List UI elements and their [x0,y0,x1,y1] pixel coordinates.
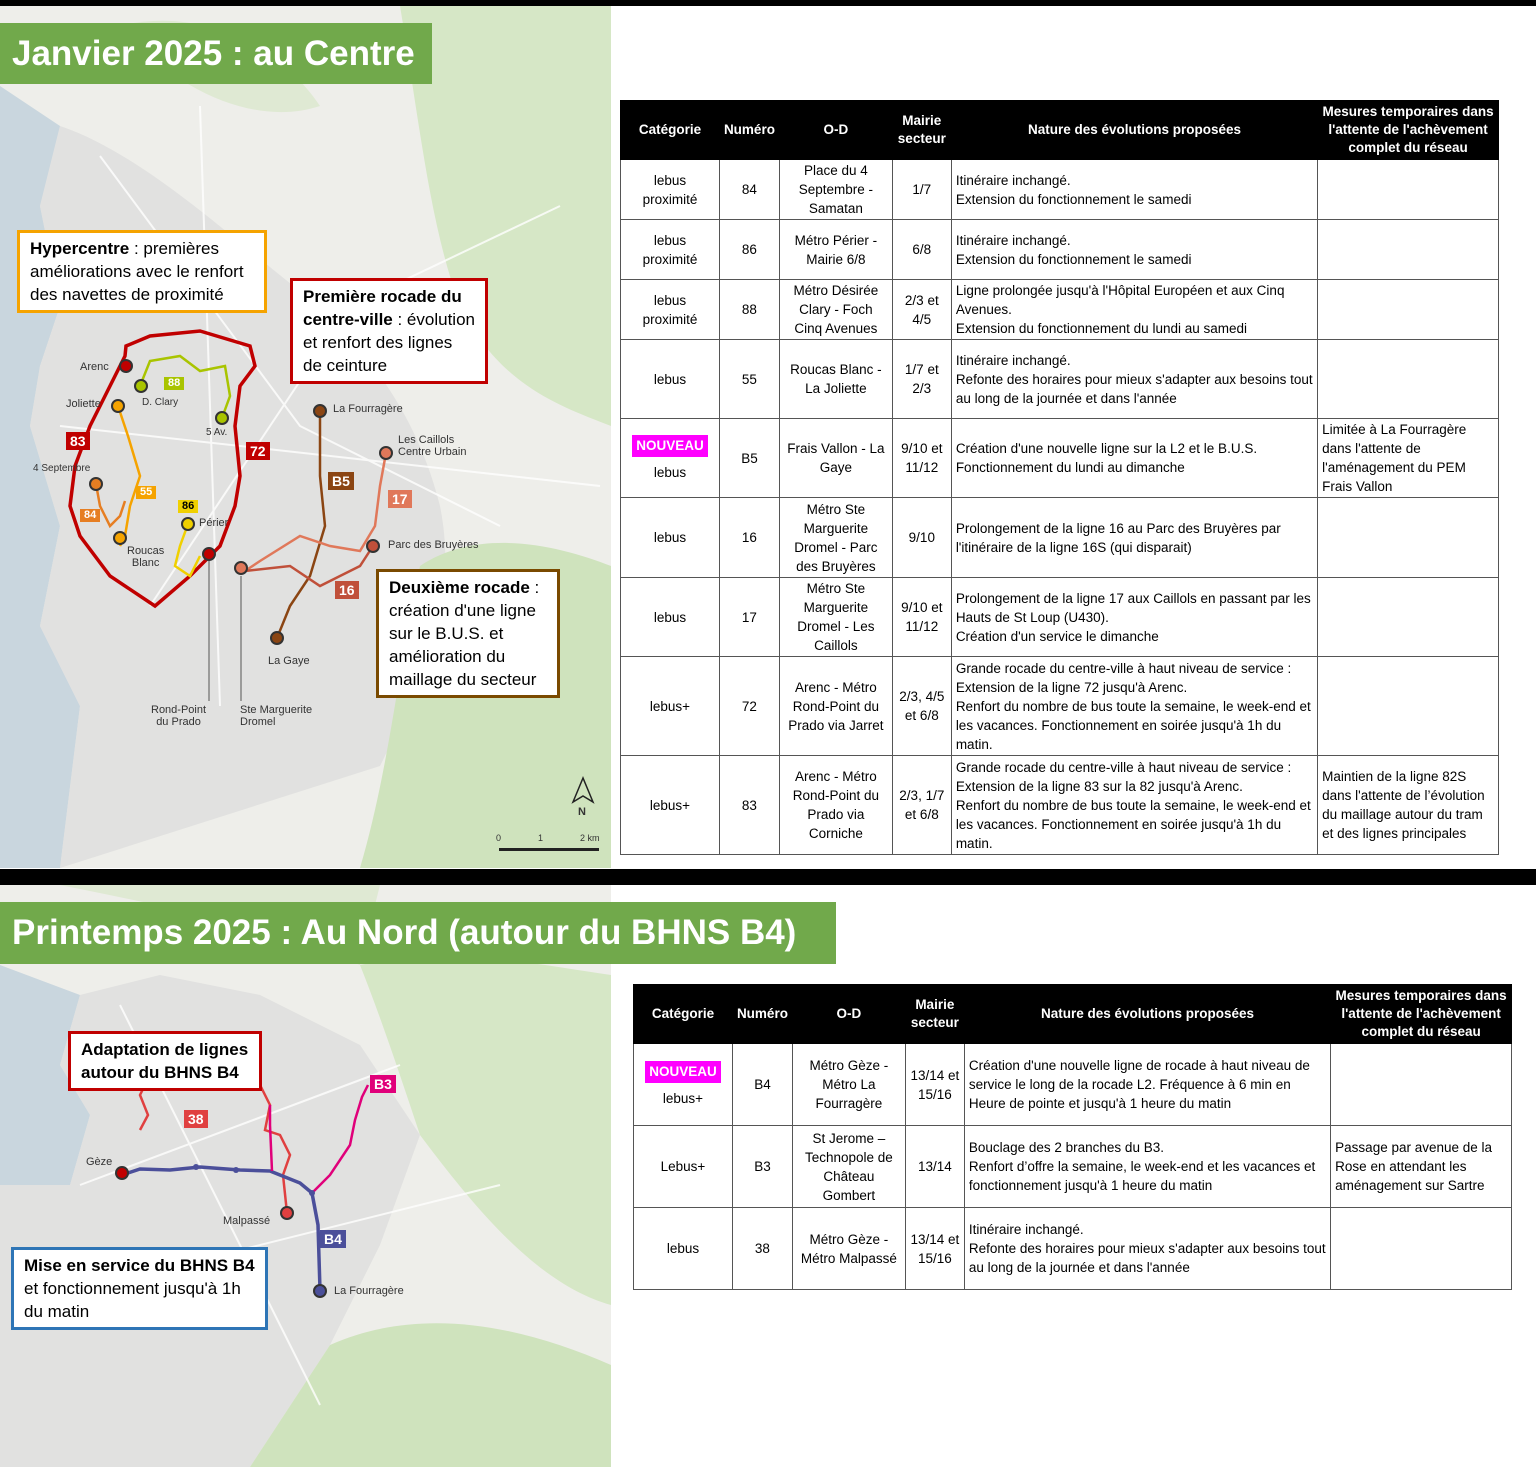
table-body [621,160,1499,855]
cell-categorie [621,498,720,578]
label-perier: Périer [199,517,229,529]
header-od: O-D [792,985,905,1044]
map-centre[interactable] [0,6,611,868]
label-ste-marguerite-dromel: Ste Marguerite Dromel [240,704,313,728]
table-row [621,419,1499,498]
table-row [621,578,1499,657]
badge-line-38: 38 [184,1110,208,1128]
table-row [621,340,1499,419]
nouveau-badge: NOUVEAU [645,1061,721,1083]
scale-0: 0 [496,833,502,843]
table-printemps [633,984,1512,1290]
cell-nature: Création d'une nouvelle ligne sur la L2 et le B.U.S. Fonctionnement du lundi au dimanche [951,419,1317,498]
cell-od: Métro Ste Marguerite Dromel - Les Caillols [779,578,892,657]
header-nature: Nature des évolutions proposées [964,985,1330,1044]
categorie-text: lebus proximité [642,232,698,267]
cell-od: Métro Périer - Mairie 6/8 [779,220,892,280]
cell-nature: Grande rocade du centre-ville à haut niveau de service : Extension de la ligne 72 jusqu'à Arenc. Renfort du nombre de bus toute la semaine, le week-end et les vacances. Fonctionnement en soirée jusqu'à 1h du matin. [951,657,1317,756]
cell-mesures [1318,160,1499,220]
north-label: N [578,806,586,818]
cell-numero: 84 [719,160,779,220]
badge-line-84: 84 [80,509,100,522]
label-rond-point-du-prado: Rond-Point du Prado [151,704,207,728]
categorie-text: lebus [653,464,687,480]
header-numero: Numéro [719,101,779,160]
cell-mairie: 9/10 et 11/12 [892,419,951,498]
cell-categorie [634,1126,733,1208]
section-title: Printemps 2025 : Au Nord (autour du BHNS B4) [0,902,836,964]
categorie-text: Lebus+ [660,1159,706,1174]
cell-numero: B3 [732,1126,792,1208]
categorie-text: lebus [653,609,687,625]
cell-nature: Grande rocade du centre-ville à haut niveau de service : Extension de la ligne 83 sur la 82 jusqu'à Arenc. Renfort du nombre de bus toute la semaine, le week-end et les vacances. Fonctionnement en soirée jusqu'à 1h du matin. [951,756,1317,855]
cell-od: Roucas Blanc -La Joliette [779,340,892,419]
badge-line-16: 16 [335,581,359,599]
cell-categorie [634,1044,733,1126]
badge-line-B4: B4 [320,1230,346,1248]
cell-od: Arenc - Métro Rond-Point du Prado via Jarret [779,657,892,756]
callout-text: : création d'une ligne sur le B.U.S. et amélioration du maillage du secteur [389,578,540,689]
cell-nature: Prolongement de la ligne 17 aux Caillols en passant par les Hauts de St Loup (U430). Création d'un service le dimanche [951,578,1317,657]
header-mairie: Mairie secteur [905,985,964,1044]
cell-categorie [621,657,720,756]
nouveau-badge: NOUVEAU [632,435,708,457]
cell-numero: 55 [719,340,779,419]
callout-adaptation [68,1031,262,1091]
callout-bold: Hypercentre [30,239,130,258]
table-row [621,498,1499,578]
scale-2km: 2 km [580,833,600,843]
label-5av: 5 Av. [206,427,228,438]
categorie-text: lebus+ [649,698,691,714]
section-title: Janvier 2025 : au Centre [0,23,432,84]
cell-mesures [1331,1044,1512,1126]
cell-categorie [621,340,720,419]
label-dclary: D. Clary [142,397,179,408]
badge-line-17: 17 [388,490,412,508]
table-row [634,1126,1512,1208]
cell-nature: Prolongement de la ligne 16 au Parc des Bruyères par l'itinéraire de la ligne 16S (qui disparait) [951,498,1317,578]
label-la-gaye: La Gaye [268,655,310,667]
cell-od: Métro Gèze - Métro La Fourragère [792,1044,905,1126]
cell-mesures [1318,578,1499,657]
table-row [621,657,1499,756]
cell-mairie: 13/14 [905,1126,964,1208]
header-od: O-D [779,101,892,160]
cell-nature: Itinéraire inchangé. Refonte des horaires pour mieux s'adapter aux besoins tout au long de la journée et dans l'année [964,1208,1330,1290]
badge-line-B5: B5 [328,472,354,490]
table-janvier [620,100,1499,855]
table-header-row [621,101,1499,160]
cell-mesures: Limitée à La Fourragère dans l'attente de l'aménagement du PEM Frais Vallon [1318,419,1499,498]
header-categorie: Catégorie [634,985,733,1044]
label-parc-des-bruyeres: Parc des Bruyères [388,539,479,551]
map-nord-canvas [0,885,611,1467]
cell-od: Place du 4 Septembre - Samatan [779,160,892,220]
badge-line-72: 72 [246,442,270,460]
cell-numero: 16 [719,498,779,578]
label-geze: Gèze [86,1156,113,1168]
badge-line-B3: B3 [370,1075,396,1093]
categorie-text: lebus+ [662,1091,704,1106]
header-mairie: Mairie secteur [892,101,951,160]
cell-od: Métro Désirée Clary - Foch Cinq Avenues [779,280,892,340]
cell-numero: 72 [719,657,779,756]
cell-numero: B5 [719,419,779,498]
label-la-fourragere: La Fourragère [333,403,403,415]
cell-od: Frais Vallon - La Gaye [779,419,892,498]
cell-mesures [1331,1208,1512,1290]
cell-numero: B4 [732,1044,792,1126]
cell-numero: 86 [719,220,779,280]
callout-text: : évolution et renfort des lignes de ceinture [303,310,475,375]
cell-mesures [1318,498,1499,578]
header-categorie: Catégorie [621,101,720,160]
label-arenc: Arenc [80,361,109,373]
cell-mesures [1318,280,1499,340]
table-header-row [634,985,1512,1044]
section-janvier [0,6,1536,868]
cell-mairie: 9/10 et 11/12 [892,578,951,657]
callout-bold: Deuxième rocade [389,578,530,597]
label-malpasse: Malpassé [223,1215,271,1227]
cell-categorie [634,1208,733,1290]
callout-deuxieme-rocade [376,569,560,698]
label-roucas-blanc: Roucas Blanc [127,545,165,569]
label-4-septembre: 4 Septembre [33,463,91,474]
label-joliette: Joliette [66,398,101,410]
header-nature: Nature des évolutions proposées [951,101,1317,160]
header-numero: Numéro [732,985,792,1044]
table-row [621,220,1499,280]
header-mesures: Mesures temporaires dans l'attente de l'achèvement complet du réseau [1318,101,1499,160]
scale-1: 1 [538,833,544,843]
cell-od: Métro Gèze - Métro Malpassé [792,1208,905,1290]
cell-nature: Création d'une nouvelle ligne de rocade à haut niveau de service le long de la rocade L2. Fréquence à 6 min en Heure de pointe et jusqu'à 1 heure du matin [964,1044,1330,1126]
categorie-text: lebus proximité [642,172,698,207]
table-body [634,1044,1512,1290]
cell-mairie: 6/8 [892,220,951,280]
cell-nature: Itinéraire inchangé. Refonte des horaires pour mieux s'adapter aux besoins tout au long de la journée et dans l'année [951,340,1317,419]
header-mesures: Mesures temporaires dans l'attente de l'achèvement complet du réseau [1331,985,1512,1044]
cell-categorie [621,578,720,657]
cell-mairie: 2/3 et 4/5 [892,280,951,340]
categorie-text: lebus+ [649,797,691,813]
cell-numero: 83 [719,756,779,855]
badge-line-83: 83 [66,432,90,450]
cell-mairie: 13/14 et 15/16 [905,1044,964,1126]
cell-mesures [1318,657,1499,756]
map-centre-canvas [0,6,611,868]
cell-numero: 88 [719,280,779,340]
callout-bold: Mise en service du BHNS B4 [24,1256,255,1275]
cell-nature: Ligne prolongée jusqu'à l'Hôpital Européen et aux Cinq Avenues. Extension du fonctionnement du lundi au samedi [951,280,1317,340]
separator-bar [0,869,1536,885]
cell-nature: Itinéraire inchangé. Extension du fonctionnement le samedi [951,160,1317,220]
cell-nature: Bouclage des 2 branches du B3. Renfort d’offre la semaine, le week-end et les vacances et fonctionnement jusqu'à 1 heure du matin [964,1126,1330,1208]
cell-mesures [1318,340,1499,419]
categorie-text: lebus [653,530,687,545]
categorie-text: lebus [666,1241,700,1256]
cell-od: Métro Ste Marguerite Dromel - Parc des Bruyères [779,498,892,578]
cell-categorie [621,419,720,498]
badge-line-55: 55 [136,486,156,499]
badge-line-86: 86 [178,500,198,513]
cell-mairie: 1/7 [892,160,951,220]
cell-categorie [621,160,720,220]
cell-categorie [621,280,720,340]
cell-categorie [621,220,720,280]
callout-mise-en-service [11,1247,268,1330]
table-row [621,280,1499,340]
cell-mesures [1318,220,1499,280]
categorie-text: lebus proximité [642,292,698,327]
cell-mairie: 13/14 et 15/16 [905,1208,964,1290]
cell-mairie: 2/3, 1/7 et 6/8 [892,756,951,855]
cell-od: St Jerome – Technopole de Château Gombert [792,1126,905,1208]
cell-mesures: Passage par avenue de la Rose en attendant les aménagement sur Sartre [1331,1126,1512,1208]
callout-text: et fonctionnement jusqu'à 1h du matin [24,1279,241,1321]
table-row [621,160,1499,220]
cell-mairie: 2/3, 4/5 et 6/8 [892,657,951,756]
cell-mairie: 1/7 et 2/3 [892,340,951,419]
section-printemps [0,885,1536,1467]
cell-numero: 17 [719,578,779,657]
badge-line-88: 88 [164,377,184,390]
table-row [634,1044,1512,1126]
callout-text: : premières améliorations avec le renfort des navettes de proximité [30,239,244,304]
table-row [634,1208,1512,1290]
label-la-fourragere: La Fourragère [334,1285,404,1297]
callout-premiere-rocade [290,278,488,384]
table-row [621,756,1499,855]
cell-categorie [621,756,720,855]
callout-hypercentre [17,230,267,313]
callout-bold: Première rocade du centre-ville [303,287,462,329]
cell-mesures: Maintien de la ligne 82S dans l'attente de l’évolution du maillage autour du tram et des lignes principales [1318,756,1499,855]
categorie-text: lebus [653,371,687,387]
cell-od: Arenc - Métro Rond-Point du Prado via Corniche [779,756,892,855]
cell-numero: 38 [732,1208,792,1290]
label-les-caillols: Les Caillols Centre Urbain [398,434,467,458]
cell-mairie: 9/10 [892,498,951,578]
callout-bold: Adaptation de lignes autour du BHNS B4 [81,1040,249,1082]
cell-nature: Itinéraire inchangé. Extension du fonctionnement le samedi [951,220,1317,280]
